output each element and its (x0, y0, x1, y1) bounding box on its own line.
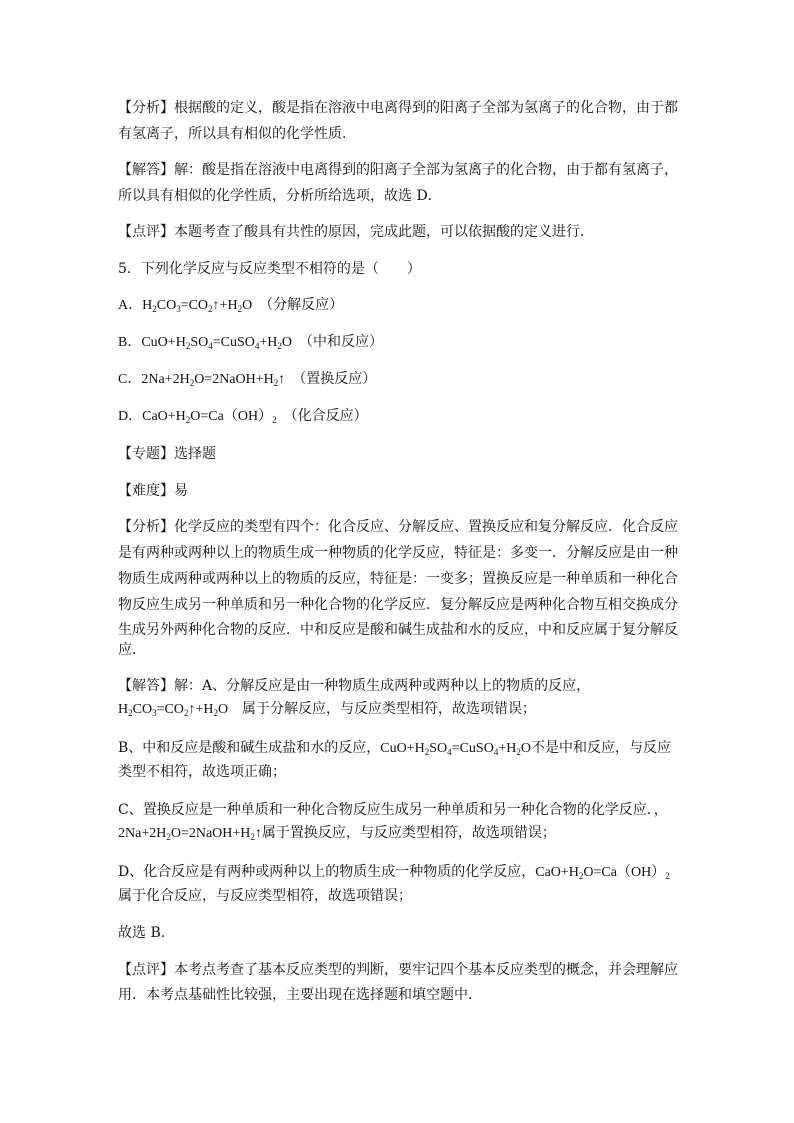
option-c-type: （置换反应） (285, 372, 377, 387)
answer2-b-post: 不是中和反应，与反应 (530, 740, 671, 756)
answer2-d-formula: $CaO+H_2O=Ca(OH)_2$ (535, 865, 670, 881)
option-a-formula: $H_2CO_3=CO_2↑+H_2O$ (142, 298, 253, 314)
answer2-a-text: 属于分解反应，与反应类型相符，故选项错误； (228, 702, 537, 717)
option-c-formula: $2Na+2H_2O=2NaOH+H_2↑$ (141, 372, 286, 388)
analysis2-line-1: 【分析】化学反应的类型有四个：化合反应、分解反应、置换反应和复分解反应．化合反应 (118, 519, 678, 535)
option-c (118, 370, 376, 390)
comment2-line-1: 【点评】本考点考查了基本反应类型的判断，要牢记四个基本反应类型的概念，并会理解应 (118, 962, 678, 978)
option-a (118, 296, 343, 316)
answer2-c-line-1: C、置换反应是一种单质和一种化合物反应生成另一种单质和另一种化合物的化学反应．， (118, 802, 668, 818)
answer2-a-formula: $H_2CO_3=CO_2↑+H_2O$ (118, 702, 229, 718)
answer2-c-text: 属于置换反应，与反应类型相符，故选项错误； (261, 826, 556, 841)
answer2-b-formula: $CuO+H_2SO_4=CuSO_4+H_2O$ (380, 741, 531, 757)
analysis2-line-5: 生成另外两种化合物的反应．中和反应是酸和碱生成盐和水的反应，中和反应属于复分解反 (118, 622, 678, 638)
comment2-line-2: 用．本考点基础性比较强，主要出现在选择题和填空题中． (118, 987, 482, 1003)
option-b-label: B． (118, 335, 142, 350)
answer2-c-formula: $2Na+2H_2O=2NaOH+H_2↑$ (118, 826, 262, 842)
option-d-formula: $CaO+H_2O=Ca(OH)_2$ (142, 409, 277, 425)
answer2-d-line-2: 属于化合反应，与反应类型相符，故选项错误； (118, 888, 412, 904)
option-b-formula: $CuO+H_2SO_4=CuSO_4+H_2O$ (141, 335, 292, 351)
answer-line-2: 所以具有相似的化学性质，分析所给选项，故选 D． (118, 188, 442, 204)
answer2-a-line-2 (118, 700, 536, 720)
analysis2-line-4: 物反应生成另一种单质和另一种化合物的化学反应．复分解反应是两种化合物互相交换成分 (118, 597, 678, 613)
option-d-label: D． (118, 409, 143, 424)
option-c-label: C． (118, 372, 142, 387)
comment-line: 【点评】本题考查了酸具有共性的原因，完成此题，可以依据酸的定义进行． (118, 224, 594, 240)
answer2-d-line-1 (118, 862, 670, 883)
option-a-type: （分解反应） (252, 298, 344, 313)
question-stem: 5．下列化学反应与反应类型不相符的是（ ） (118, 261, 421, 277)
answer-line-1: 【解答】解：酸是指在溶液中电离得到的阳离子全部为氢离子的化合物，由于都有氢离子， (118, 162, 678, 178)
option-d (118, 407, 368, 427)
analysis-line-2: 有氢离子，所以具有相似的化学性质． (118, 126, 356, 142)
difficulty-line: 【难度】易 (118, 483, 188, 499)
option-d-type: （化合反应） (276, 409, 368, 424)
option-b-type: （中和反应） (292, 335, 383, 350)
answer2-b-line-1 (118, 738, 671, 759)
answer2-c-line-2 (118, 824, 556, 844)
answer2-d-pre: D、化合反应是有两种或两种以上的物质生成一种物质的化学反应， (118, 864, 536, 880)
conclusion-line: 故选 B． (118, 925, 175, 941)
option-b (118, 333, 383, 353)
analysis2-line-6: 应． (118, 642, 146, 658)
option-a-label: A． (118, 298, 143, 313)
topic-line: 【专题】选择题 (118, 446, 216, 462)
analysis2-line-3: 物质生成两种或两种以上的物质的反应，特征是：一变多；置换反应是一种单质和一种化合 (118, 571, 678, 587)
answer2-b-pre: B、中和反应是酸和碱生成盐和水的反应， (118, 740, 381, 756)
analysis-line-1: 【分析】根据酸的定义，酸是指在溶液中电离得到的阳离子全部为氢离子的化合物，由于都 (118, 100, 678, 116)
answer2-a-line-1: 【解答】解：A、分解反应是由一种物质生成两种或两种以上的物质的反应， (118, 678, 591, 694)
analysis2-line-2: 是有两种或两种以上的物质生成一种物质的化学反应，特征是：多变一．分解反应是由一种 (118, 545, 678, 561)
answer2-b-line-2: 类型不相符，故选项正确； (118, 764, 286, 780)
